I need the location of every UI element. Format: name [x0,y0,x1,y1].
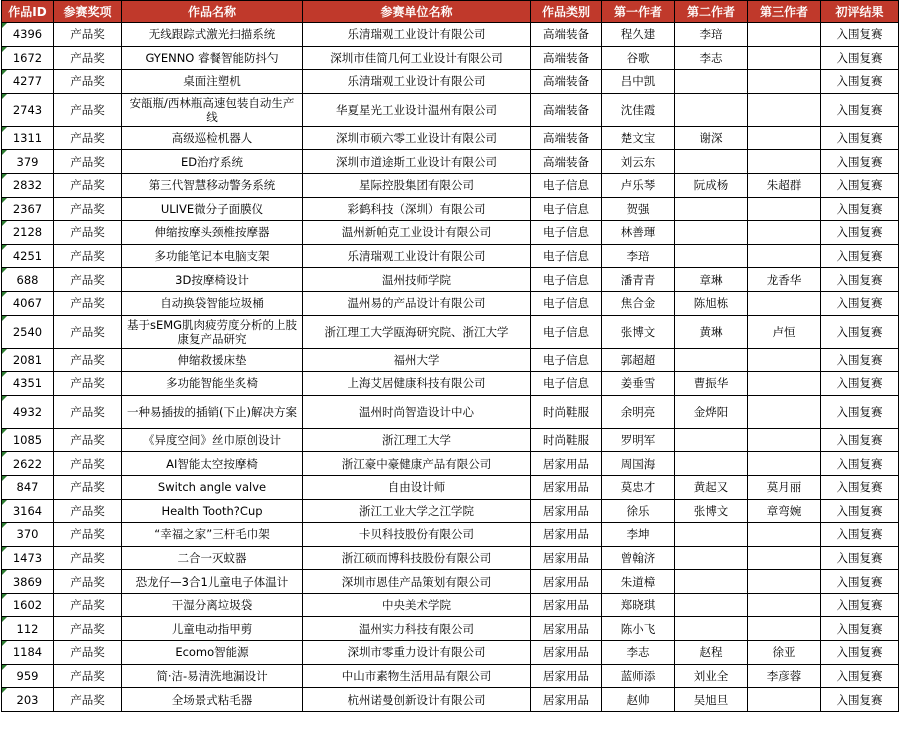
cell-org: 星际控股集团有限公司 [303,173,531,197]
cell-title: 二合一灭蚊器 [122,546,303,570]
cell-category: 电子信息 [531,348,602,372]
cell-author1: 程久建 [602,23,675,47]
cell-author3: 朱超群 [748,173,821,197]
cell-org: 华夏星光工业设计温州有限公司 [303,93,531,126]
cell-author2: 谢深 [675,126,748,150]
cell-id: 847 [2,475,54,499]
cell-org: 深圳市硕六零工业设计有限公司 [303,126,531,150]
cell-author2 [675,348,748,372]
table-row [2,475,899,499]
cell-id: 1085 [2,428,54,452]
table-row [2,23,899,47]
cell-author2 [675,150,748,174]
table-row [2,523,899,547]
cell-id: 2540 [2,315,54,348]
column-header-author3: 第三作者 [748,1,821,23]
cell-title: ED治疗系统 [122,150,303,174]
cell-category: 高端装备 [531,70,602,94]
cell-org: 浙江工业大学之江学院 [303,499,531,523]
cell-id: 3164 [2,499,54,523]
cell-title: 3D按摩椅设计 [122,268,303,292]
cell-org: 深圳市佳简几何工业设计有限公司 [303,46,531,70]
cell-org: 上海艾居健康科技有限公司 [303,372,531,396]
cell-result: 入围复赛 [821,93,899,126]
table-row [2,126,899,150]
cell-award: 产品奖 [54,93,122,126]
table-row [2,244,899,268]
cell-author1: 曾翰济 [602,546,675,570]
cell-author3 [748,428,821,452]
cell-result: 入围复赛 [821,372,899,396]
cell-author3: 莫月丽 [748,475,821,499]
cell-author1: 潘青青 [602,268,675,292]
cell-id: 2832 [2,173,54,197]
cell-author1: 郭超超 [602,348,675,372]
cell-title: 简·洁-易清洗地漏设计 [122,664,303,688]
cell-author1: 姜垂雪 [602,372,675,396]
cell-author2: 黄起又 [675,475,748,499]
cell-author3 [748,291,821,315]
cell-author2 [675,617,748,641]
cell-result: 入围复赛 [821,499,899,523]
table-row [2,428,899,452]
table-row [2,641,899,665]
cell-category: 居家用品 [531,688,602,712]
cell-category: 电子信息 [531,291,602,315]
cell-author1: 陈小飞 [602,617,675,641]
cell-author1: 刘云东 [602,150,675,174]
cell-result: 入围复赛 [821,475,899,499]
cell-org: 浙江豪中豪健康产品有限公司 [303,452,531,476]
cell-category: 高端装备 [531,150,602,174]
cell-id: 4396 [2,23,54,47]
cell-org: 彩鹤科技（深圳）有限公司 [303,197,531,221]
cell-id: 2367 [2,197,54,221]
cell-author3 [748,93,821,126]
table-row [2,46,899,70]
table-row [2,395,899,428]
cell-id: 4351 [2,372,54,396]
cell-author2 [675,197,748,221]
cell-author2: 李志 [675,46,748,70]
cell-org: 中山市素物生活用品有限公司 [303,664,531,688]
table-row [2,664,899,688]
cell-author3 [748,570,821,594]
cell-author3 [748,348,821,372]
cell-award: 产品奖 [54,150,122,174]
cell-category: 电子信息 [531,197,602,221]
cell-title: GYENNO 睿餐智能防抖勺 [122,46,303,70]
cell-title: 第三代智慧移动警务系统 [122,173,303,197]
cell-author1: 卢乐琴 [602,173,675,197]
cell-award: 产品奖 [54,499,122,523]
cell-award: 产品奖 [54,46,122,70]
cell-author3 [748,452,821,476]
table-row [2,93,899,126]
cell-author2: 吴旭旦 [675,688,748,712]
cell-result: 入围复赛 [821,664,899,688]
table-row [2,348,899,372]
cell-author2 [675,221,748,245]
cell-category: 居家用品 [531,664,602,688]
cell-category: 居家用品 [531,617,602,641]
cell-title: “幸福之家”三杆毛巾架 [122,523,303,547]
cell-author2: 阮成杨 [675,173,748,197]
cell-author1: 徐乐 [602,499,675,523]
cell-title: 《异度空间》丝巾原创设计 [122,428,303,452]
cell-author1: 焦合金 [602,291,675,315]
cell-award: 产品奖 [54,395,122,428]
cell-author3 [748,197,821,221]
cell-category: 电子信息 [531,173,602,197]
cell-category: 电子信息 [531,372,602,396]
cell-author1: 楚文宝 [602,126,675,150]
cell-award: 产品奖 [54,372,122,396]
cell-author2: 刘业全 [675,664,748,688]
cell-id: 1311 [2,126,54,150]
cell-author1: 吕中凯 [602,70,675,94]
cell-award: 产品奖 [54,452,122,476]
cell-org: 温州技师学院 [303,268,531,292]
cell-result: 入围复赛 [821,244,899,268]
cell-award: 产品奖 [54,221,122,245]
cell-category: 居家用品 [531,546,602,570]
table-row [2,452,899,476]
cell-author2 [675,93,748,126]
cell-category: 居家用品 [531,570,602,594]
cell-author2 [675,70,748,94]
cell-award: 产品奖 [54,641,122,665]
cell-author2: 张博文 [675,499,748,523]
cell-author3: 卢恒 [748,315,821,348]
cell-result: 入围复赛 [821,221,899,245]
cell-id: 959 [2,664,54,688]
cell-author3 [748,244,821,268]
cell-category: 高端装备 [531,93,602,126]
cell-result: 入围复赛 [821,570,899,594]
cell-org: 杭州诺曼创新设计有限公司 [303,688,531,712]
cell-title: 无线跟踪式激光扫描系统 [122,23,303,47]
cell-result: 入围复赛 [821,688,899,712]
table-row [2,570,899,594]
cell-title: 伸缩按摩头颈椎按摩器 [122,221,303,245]
results-table [1,0,899,712]
cell-id: 379 [2,150,54,174]
table-row [2,499,899,523]
cell-award: 产品奖 [54,546,122,570]
table-row [2,197,899,221]
cell-author2 [675,523,748,547]
cell-author1: 沈佳霞 [602,93,675,126]
column-header-result: 初评结果 [821,1,899,23]
cell-author1: 贺强 [602,197,675,221]
cell-title: 高级巡检机器人 [122,126,303,150]
cell-author1: 郑晓琪 [602,593,675,617]
cell-id: 370 [2,523,54,547]
cell-author2 [675,244,748,268]
cell-author3: 李彦蓉 [748,664,821,688]
cell-category: 电子信息 [531,221,602,245]
cell-author1: 张博文 [602,315,675,348]
cell-author3 [748,523,821,547]
cell-title: Health Tooth?Cup [122,499,303,523]
table-body [2,23,899,712]
cell-author3 [748,70,821,94]
cell-award: 产品奖 [54,126,122,150]
cell-author1: 蓝师添 [602,664,675,688]
column-header-title: 作品名称 [122,1,303,23]
header-row [2,1,899,23]
cell-category: 高端装备 [531,46,602,70]
cell-category: 居家用品 [531,452,602,476]
cell-author2: 陈旭栋 [675,291,748,315]
table-row [2,372,899,396]
cell-result: 入围复赛 [821,546,899,570]
cell-org: 深圳市道途斯工业设计有限公司 [303,150,531,174]
cell-title: 多功能笔记本电脑支架 [122,244,303,268]
cell-org: 浙江理工大学瓯海研究院、浙江大学 [303,315,531,348]
cell-author1: 余明亮 [602,395,675,428]
cell-id: 2743 [2,93,54,126]
table-row [2,173,899,197]
column-header-id: 作品ID [2,1,54,23]
cell-result: 入围复赛 [821,593,899,617]
table-row [2,221,899,245]
cell-org: 温州实力科技有限公司 [303,617,531,641]
cell-author3 [748,372,821,396]
cell-title: 儿童电动指甲剪 [122,617,303,641]
cell-id: 1602 [2,593,54,617]
table-row [2,617,899,641]
cell-author1: 李志 [602,641,675,665]
cell-org: 深圳市零重力设计有限公司 [303,641,531,665]
cell-id: 4067 [2,291,54,315]
cell-org: 卡贝科技股份有限公司 [303,523,531,547]
cell-id: 1672 [2,46,54,70]
cell-award: 产品奖 [54,244,122,268]
cell-id: 1473 [2,546,54,570]
cell-author3 [748,126,821,150]
cell-title: ULIVE微分子面膜仪 [122,197,303,221]
cell-award: 产品奖 [54,268,122,292]
cell-author1: 赵帅 [602,688,675,712]
cell-result: 入围复赛 [821,315,899,348]
cell-id: 203 [2,688,54,712]
cell-award: 产品奖 [54,291,122,315]
cell-award: 产品奖 [54,570,122,594]
cell-org: 温州时尚智造设计中心 [303,395,531,428]
cell-id: 112 [2,617,54,641]
cell-award: 产品奖 [54,523,122,547]
table-row [2,546,899,570]
cell-result: 入围复赛 [821,126,899,150]
cell-award: 产品奖 [54,593,122,617]
cell-result: 入围复赛 [821,428,899,452]
cell-author1: 朱道樟 [602,570,675,594]
cell-author2 [675,428,748,452]
cell-title: 多功能智能坐炙椅 [122,372,303,396]
cell-author3 [748,395,821,428]
cell-org: 浙江理工大学 [303,428,531,452]
cell-author3 [748,688,821,712]
cell-author3 [748,23,821,47]
cell-author2: 曹振华 [675,372,748,396]
cell-title: 恐龙仔—3合1儿童电子体温计 [122,570,303,594]
cell-result: 入围复赛 [821,617,899,641]
cell-title: 基于sEMG肌肉疲劳度分析的上肢康复产品研究 [122,315,303,348]
column-header-org: 参赛单位名称 [303,1,531,23]
table-header [2,1,899,23]
cell-author3: 章弯婉 [748,499,821,523]
table-row [2,593,899,617]
cell-author2: 章琳 [675,268,748,292]
table-row [2,268,899,292]
cell-category: 居家用品 [531,641,602,665]
cell-category: 时尚鞋服 [531,428,602,452]
cell-title: 干湿分离垃圾袋 [122,593,303,617]
cell-org: 乐清瑞观工业设计有限公司 [303,70,531,94]
cell-award: 产品奖 [54,475,122,499]
table-row [2,70,899,94]
cell-author3 [748,617,821,641]
cell-category: 电子信息 [531,268,602,292]
cell-category: 居家用品 [531,523,602,547]
cell-org: 乐清瑞观工业设计有限公司 [303,23,531,47]
column-header-category: 作品类别 [531,1,602,23]
cell-result: 入围复赛 [821,348,899,372]
cell-category: 居家用品 [531,499,602,523]
cell-result: 入围复赛 [821,46,899,70]
cell-author2: 赵程 [675,641,748,665]
cell-author2: 李琣 [675,23,748,47]
cell-author1: 周国海 [602,452,675,476]
cell-id: 2081 [2,348,54,372]
table-row [2,291,899,315]
cell-author3 [748,150,821,174]
cell-org: 福州大学 [303,348,531,372]
cell-author3 [748,46,821,70]
cell-category: 电子信息 [531,315,602,348]
cell-org: 乐清瑞观工业设计有限公司 [303,244,531,268]
cell-title: 自动换袋智能垃圾桶 [122,291,303,315]
cell-id: 2622 [2,452,54,476]
cell-result: 入围复赛 [821,268,899,292]
cell-award: 产品奖 [54,197,122,221]
cell-author2 [675,452,748,476]
cell-org: 自由设计师 [303,475,531,499]
cell-category: 居家用品 [531,593,602,617]
cell-category: 高端装备 [531,23,602,47]
cell-title: 一种易插拔的插销(下止)解决方案 [122,395,303,428]
table-row [2,315,899,348]
cell-award: 产品奖 [54,70,122,94]
cell-award: 产品奖 [54,315,122,348]
cell-category: 高端装备 [531,126,602,150]
cell-author2: 黄琳 [675,315,748,348]
cell-award: 产品奖 [54,428,122,452]
cell-result: 入围复赛 [821,197,899,221]
cell-title: Ecomo智能源 [122,641,303,665]
cell-category: 电子信息 [531,244,602,268]
table-row [2,150,899,174]
column-header-author1: 第一作者 [602,1,675,23]
cell-result: 入围复赛 [821,70,899,94]
cell-org: 中央美术学院 [303,593,531,617]
cell-category: 居家用品 [531,475,602,499]
cell-result: 入围复赛 [821,23,899,47]
cell-org: 温州新帕克工业设计有限公司 [303,221,531,245]
cell-title: Switch angle valve [122,475,303,499]
cell-author3 [748,221,821,245]
cell-author2: 金烨阳 [675,395,748,428]
cell-id: 688 [2,268,54,292]
cell-author3: 龙香华 [748,268,821,292]
cell-author1: 莫忠才 [602,475,675,499]
cell-award: 产品奖 [54,23,122,47]
cell-org: 浙江硕而博科技股份有限公司 [303,546,531,570]
cell-result: 入围复赛 [821,641,899,665]
cell-result: 入围复赛 [821,173,899,197]
cell-id: 4277 [2,70,54,94]
cell-org: 温州易的产品设计有限公司 [303,291,531,315]
cell-author3: 徐亚 [748,641,821,665]
cell-award: 产品奖 [54,688,122,712]
cell-title: 全场景式粘毛器 [122,688,303,712]
cell-author2 [675,593,748,617]
cell-result: 入围复赛 [821,452,899,476]
cell-author3 [748,546,821,570]
cell-author1: 林善琿 [602,221,675,245]
cell-org: 深圳市恩佳产品策划有限公司 [303,570,531,594]
cell-title: 安瓿瓶/西林瓶高速包装自动生产线 [122,93,303,126]
table-row [2,688,899,712]
cell-author2 [675,570,748,594]
cell-title: 桌面注塑机 [122,70,303,94]
cell-author2 [675,546,748,570]
cell-award: 产品奖 [54,173,122,197]
cell-author1: 李琣 [602,244,675,268]
cell-title: AI智能太空按摩椅 [122,452,303,476]
column-header-author2: 第二作者 [675,1,748,23]
cell-id: 4251 [2,244,54,268]
cell-id: 2128 [2,221,54,245]
cell-award: 产品奖 [54,348,122,372]
cell-author1: 谷歌 [602,46,675,70]
cell-result: 入围复赛 [821,150,899,174]
cell-result: 入围复赛 [821,523,899,547]
column-header-award: 参赛奖项 [54,1,122,23]
cell-award: 产品奖 [54,664,122,688]
cell-author1: 罗明军 [602,428,675,452]
cell-author3 [748,593,821,617]
cell-author1: 李坤 [602,523,675,547]
cell-award: 产品奖 [54,617,122,641]
cell-id: 4932 [2,395,54,428]
cell-id: 3869 [2,570,54,594]
cell-result: 入围复赛 [821,395,899,428]
cell-title: 伸缩救援床垫 [122,348,303,372]
cell-category: 时尚鞋服 [531,395,602,428]
cell-id: 1184 [2,641,54,665]
cell-result: 入围复赛 [821,291,899,315]
